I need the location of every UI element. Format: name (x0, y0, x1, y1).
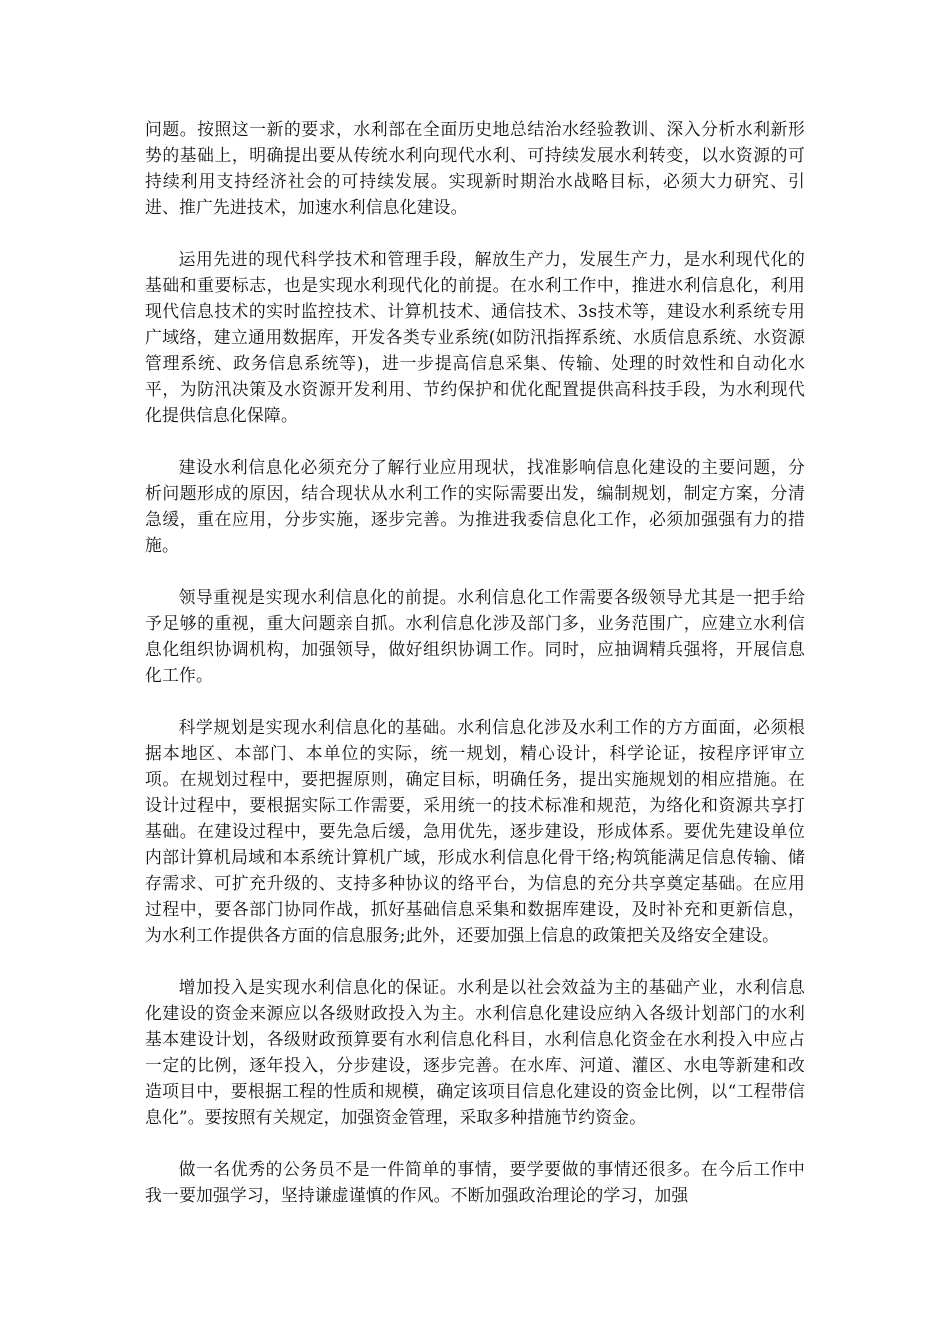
paragraph-3: 建设水利信息化必须充分了解行业应用现状，找准影响信息化建设的主要问题，分析问题形成的原因，结合现状从水利工作的实际需要出发，编制规划，制定方案，分清急缓，重在应用，分步实施，逐步完善。为推进我委信息化工作，必须加强强有力的措施。 (145, 457, 805, 555)
document-body (145, 116, 805, 1208)
paragraph-7: 做一名优秀的公务员不是一件简单的事情，要学要做的事情还很多。在今后工作中我一要加强学习，坚持谦虚谨慎的作风。不断加强政治理论的学习，加强 (145, 1159, 805, 1205)
paragraph-5: 科学规划是实现水利信息化的基础。水利信息化涉及水利工作的方方面面，必须根据本地区、本部门、本单位的实际，统一规划，精心设计，科学论证，按程序评审立项。在规划过程中，要把握原则，确定目标，明确任务，提出实施规划的相应措施。在设计过程中，要根据实际工作需要，采用统一的技术标准和规范，为络化和资源共享打基础。在建设过程中，要先急后缓，急用优先，逐步建设，形成体系。要优先建设单位内部计算机局域和本系统计算机广域，形成水利信息化骨干络;构筑能满足信息传输、储存需求、可扩充升级的、支持多种协议的络平台，为信息的充分共享奠定基础。在应用过程中，要各部门协同作战，抓好基础信息采集和数据库建设，及时补充和更新信息，为水利工作提供各方面的信息服务;此外，还要加强上信息的政策把关及络安全建设。 (145, 717, 805, 945)
paragraph-1: 问题。按照这一新的要求，水利部在全面历史地总结治水经验教训、深入分析水利新形势的基础上，明确提出要从传统水利向现代水利、可持续发展水利转变，以水资源的可持续利用支持经济社会的可持续发展。实现新时期治水战略目标，必须大力研究、引进、推广先进技术，加速水利信息化建设。 (145, 119, 805, 217)
paragraph-4: 领导重视是实现水利信息化的前提。水利信息化工作需要各级领导尤其是一把手给予足够的重视，重大问题亲自抓。水利信息化涉及部门多，业务范围广，应建立水利信息化组织协调机构，加强领导，做好组织协调工作。同时，应抽调精兵强将，开展信息化工作。 (145, 587, 805, 685)
paragraph-6: 增加投入是实现水利信息化的保证。水利是以社会效益为主的基础产业，水利信息化建设的资金来源应以各级财政投入为主。水利信息化建设应纳入各级计划部门的水利基本建设计划，各级财政预算要有水利信息化科目，水利信息化资金在水利投入中应占一定的比例，逐年投入，分步建设，逐步完善。在水库、河道、灌区、水电等新建和改造项目中，要根据工程的性质和规模，确定该项目信息化建设的资金比例，以“工程带信息化”。要按照有关规定，加强资金管理，采取多种措施节约资金。 (145, 977, 805, 1127)
paragraph-2: 运用先进的现代科学技术和管理手段，解放生产力，发展生产力，是水利现代化的基础和重要标志，也是实现水利现代化的前提。在水利工作中，推进水利信息化，利用现代信息技术的实时监控技术、计算机技术、通信技术、3s技术等，建设水利系统专用广域络，建立通用数据库，开发各类专业系统(如防汛指挥系统、水质信息系统、水资源管理系统、政务信息系统等)，进一步提高信息采集、传输、处理的时效性和自动化水平，为防汛决策及水资源开发利用、节约保护和优化配置提供高科技手段，为水利现代化提供信息化保障。 (145, 249, 805, 425)
